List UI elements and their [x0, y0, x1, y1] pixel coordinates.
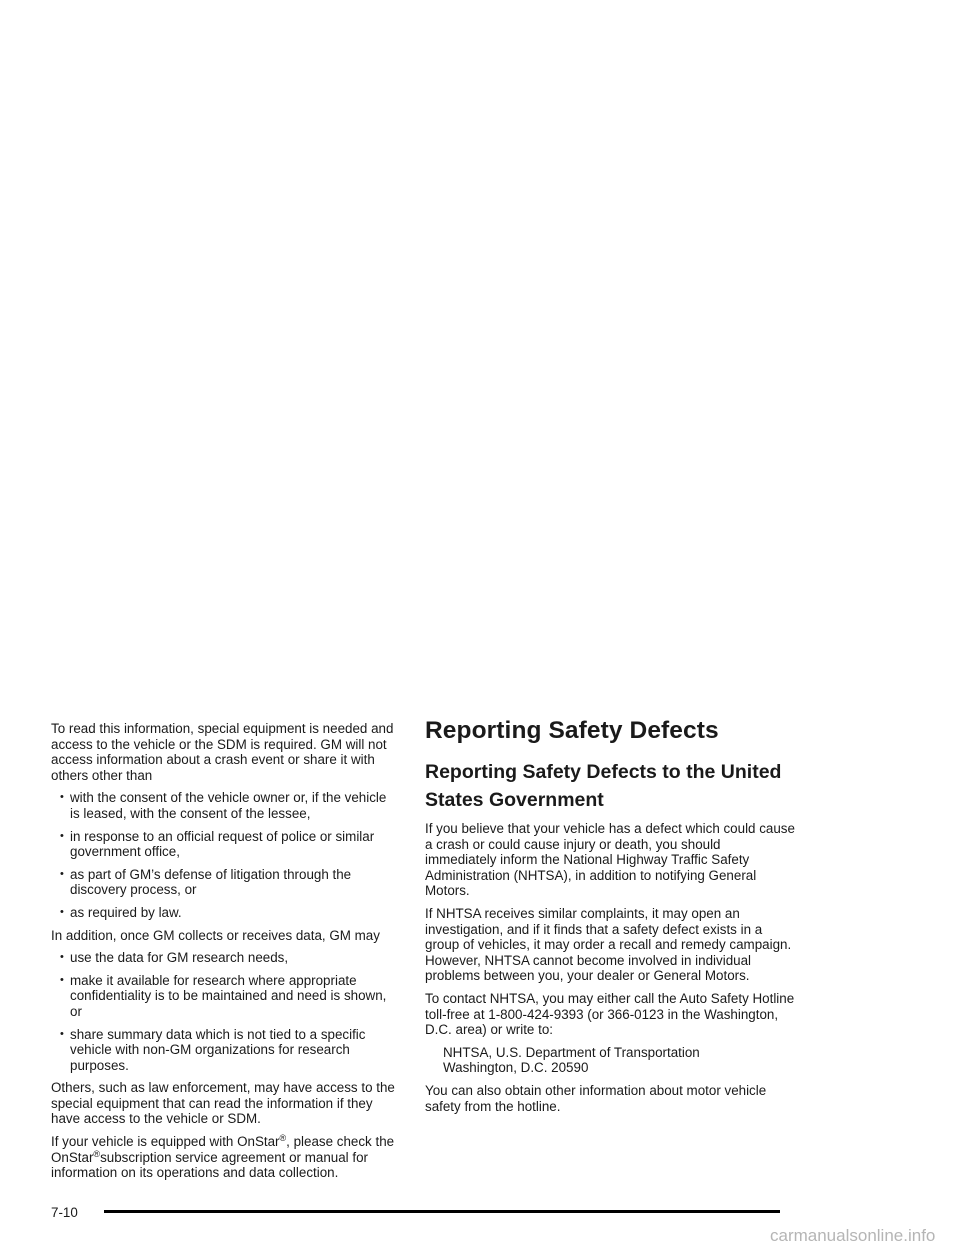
list-item: • share summary data which is not tied to a specific vehicle with non-GM organizations for research purposes.	[60, 1026, 366, 1073]
bullet-icon: •	[60, 951, 64, 964]
list-item: • as part of GM’s defense of litigation through the discovery process, or	[60, 866, 352, 898]
bullet-icon: •	[60, 1027, 64, 1040]
registered-mark: ®	[279, 1133, 287, 1144]
address-line: Washington, D.C. 20590	[443, 1060, 589, 1076]
hotline-paragraph: You can also obtain other information about motor vehicle safety from the hotline.	[425, 1082, 767, 1114]
registered-mark: ®	[93, 1148, 101, 1159]
mailing-address	[425, 1045, 795, 1076]
defect-paragraph: If you believe that your vehicle has a defect which could cause a crash or could cause injury or death, you should immediately inform the National Highway Traffic Safety Administration (NHTSA), in addition to notifying General Motors.	[425, 821, 795, 899]
list-item: • make it available for research where appropriate confidentiality is to be maintained and need is shown, or	[60, 972, 387, 1019]
onstar-paragraph: If your vehicle is equipped with OnStar®, please check the OnStar®subscription service agreement or manual for information on its operations and data collection.	[51, 1133, 395, 1181]
page-number: 7-10	[51, 1205, 78, 1220]
left-column	[51, 721, 396, 1188]
footer-rule	[104, 1210, 780, 1213]
list-item: • use the data for GM research needs,	[60, 950, 289, 966]
investigation-paragraph: If NHTSA receives similar complaints, it may open an investigation, and if it finds that a safety defect exists in a group of vehicles, it may order a recall and remedy campaign. However, NHTSA cannot become involved in individual problems between you, your dealer or General Motors.	[425, 905, 792, 984]
section-heading: Reporting Safety Defects	[425, 717, 719, 744]
list-item: • in response to an official request of police or similar government office,	[60, 828, 375, 860]
address-line: NHTSA, U.S. Department of Transportation	[443, 1044, 700, 1060]
data-use-list	[51, 950, 396, 1073]
others-paragraph: Others, such as law enforcement, may have access to the special equipment that can read the information if they have access to the vehicle or SDM.	[51, 1080, 395, 1127]
list-item: • with the consent of the vehicle owner or, if the vehicle is leased, with the consent of the lessee,	[60, 790, 387, 821]
watermark-text: carmanualsonline.info	[770, 1226, 936, 1245]
bullet-icon: •	[60, 973, 64, 986]
bullet-icon: •	[60, 867, 64, 880]
bullet-icon: •	[60, 905, 64, 918]
transition-paragraph: In addition, once GM collects or receives data, GM may	[51, 927, 380, 943]
subsection-heading: Reporting Safety Defects to the United States Government	[425, 761, 782, 811]
intro-paragraph: To read this information, special equipment is needed and access to the vehicle or the SDM is required. GM will not access information about a crash event or share it with others other than	[51, 721, 394, 783]
bullet-icon: •	[60, 829, 64, 842]
contact-paragraph: To contact NHTSA, you may either call the Auto Safety Hotline toll-free at 1-800-424-9393 (or 366-0123 in the Washington, D.C. area) or write to:	[425, 990, 795, 1038]
consent-list	[51, 790, 396, 920]
right-column	[425, 716, 795, 1121]
list-item: • as required by law.	[60, 904, 182, 920]
bullet-icon: •	[60, 791, 64, 804]
